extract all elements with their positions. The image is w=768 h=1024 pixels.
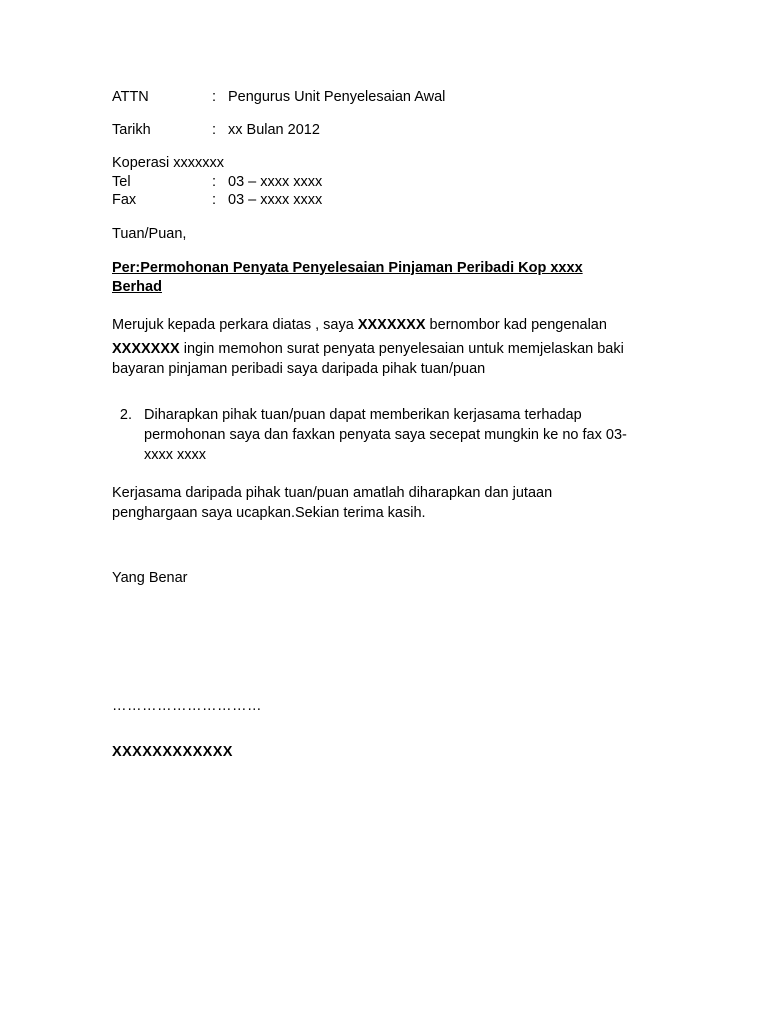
list-item: [112, 405, 672, 465]
tel-label: Tel: [112, 173, 131, 190]
paragraph-one-pre: Merujuk kepada perkara diatas , saya: [112, 316, 358, 333]
signature-line: …………………………: [112, 697, 262, 714]
fax-value: 03 – xxxx xxxx: [228, 191, 323, 208]
fax-label: Fax: [112, 191, 137, 208]
paragraph-two-post: ingin memohon surat penyata penyelesaian untuk memjelaskan baki bayaran pinjaman peribadi saya daripada pihak tuan/puan: [112, 340, 624, 377]
attn-colon: :: [212, 89, 217, 105]
tarikh-row: [112, 121, 672, 139]
numbered-list: [112, 405, 672, 465]
document-body: [112, 88, 672, 761]
tarikh-value: xx Bulan 2012: [228, 122, 320, 138]
signoff: Yang Benar: [112, 569, 188, 586]
paragraph-one-post: bernombor kad pengenalan: [425, 316, 607, 333]
tel-value: 03 – xxxx xxxx: [228, 173, 323, 190]
tarikh-label: Tarikh: [112, 122, 151, 138]
paragraph-two-id: XXXXXXX: [112, 340, 180, 357]
salutation: Tuan/Puan,: [112, 225, 187, 242]
subject-line: Per:Permohonan Penyata Penyelesaian Pinjaman Peribadi Kop xxxx Berhad: [112, 259, 583, 295]
recipient-contact-block: [112, 154, 672, 209]
signature-name: XXXXXXXXXXXX: [112, 743, 233, 760]
tel-row: [112, 173, 672, 191]
paragraph-one: [112, 315, 657, 335]
attn-label: ATTN: [112, 89, 149, 105]
fax-colon: :: [212, 191, 217, 208]
paragraph-one-name: XXXXXXX: [357, 316, 426, 333]
tel-colon: :: [212, 173, 217, 190]
list-item-text: Diharapkan pihak tuan/puan dapat memberikan kerjasama terhadap permohonan saya dan faxkan penyata saya secepat mungkin ke no fax 03-xxxx xxxx: [144, 406, 627, 463]
closing-paragraph: Kerjasama daripada pihak tuan/puan amatlah diharapkan dan jutaan penghargaan saya ucapkan.Sekian terima kasih.: [112, 484, 553, 521]
list-item-number: 2.: [119, 406, 132, 423]
fax-row: [112, 191, 672, 209]
attn-row: [112, 88, 672, 106]
koperasi-name: Koperasi xxxxxxx: [112, 155, 225, 171]
paragraph-two: [112, 339, 657, 379]
tarikh-colon: :: [212, 122, 217, 138]
attn-value: Pengurus Unit Penyelesaian Awal: [228, 89, 446, 105]
